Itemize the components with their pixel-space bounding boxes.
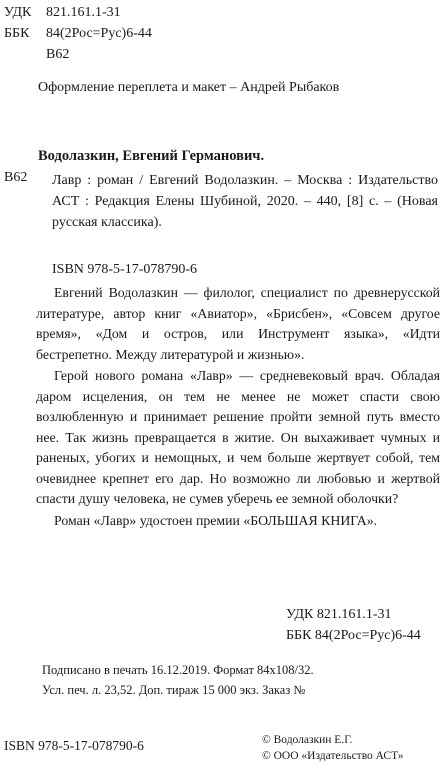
abstract-paragraph: Роман «Лавр» удостоен премии «БОЛЬШАЯ КНИГА». [54, 512, 378, 528]
isbn-bottom: ISBN 978-5-17-078790-6 [4, 738, 144, 753]
classification-codes [4, 2, 152, 65]
bbk-row [4, 23, 152, 44]
isbn-top: ISBN 978-5-17-078790-6 [52, 262, 198, 277]
udk-label: УДК [4, 5, 32, 20]
copyright-line: © ООО «Издательство АСТ» [262, 750, 404, 762]
imprint-line: Усл. печ. л. 23,52. Доп. тираж 15 000 экз. Заказ № [42, 683, 306, 697]
abstract-paragraph: Евгений Водолазкин — филолог, специалист по древнерусской литературе, автор книг «Авиатор», «Брисбен», «Совсем другое время», «Дом и остров, или Инструмент языка», «Идти бестрепетно. Между литературой и жизнью». [36, 285, 440, 362]
bibliographic-record: Лавр : роман / Евгений Водолазкин. – Москва : Издательство АСТ : Редакция Елены Шубиной, 2020. – 440, [8] с. – (Новая русская классика). [52, 173, 438, 230]
bbk-bottom: ББК 84(2Рос=Рус)6-44 [286, 628, 421, 643]
udk-bottom: УДК 821.161.1-31 [286, 607, 392, 622]
biblio-code: В62 [4, 170, 28, 185]
imprint-line: Подписано в печать 16.12.2019. Формат 84x108/32. [42, 663, 314, 677]
copyright-line: © Водолазкин Е.Г. [262, 734, 353, 746]
author-mark: В62 [46, 47, 70, 62]
author-heading: Водолазкин, Евгений Германович. [38, 148, 265, 164]
bbk-label: ББК [4, 26, 30, 41]
copyright-block [262, 732, 404, 764]
imprint [42, 660, 314, 700]
udk-value: 821.161.1-31 [46, 5, 121, 20]
udk-row [4, 2, 152, 23]
bbk-value: 84(2Рос=Рус)6-44 [46, 26, 152, 41]
classification-codes-bottom [286, 604, 421, 646]
design-credit: Оформление переплета и макет – Андрей Рыбаков [38, 80, 340, 95]
author-mark-row [4, 44, 152, 65]
abstract-paragraph: Герой нового романа «Лавр» — средневековый врач. Обладая даром исцеления, он тем не менее не может спасти свою возлюбленную и принимает решение пройти земной путь вместо нее. Так жизнь превращается в житие. Он выхаживает чумных и раненых, убогих и немощных, и чем больше жертвует собой, тем очевиднее крепнет его дар. Но возможно ли любовью и жертвой спасти душу человека, не сумев уберечь ее земной оболочки? [36, 368, 440, 506]
abstract [36, 283, 440, 531]
